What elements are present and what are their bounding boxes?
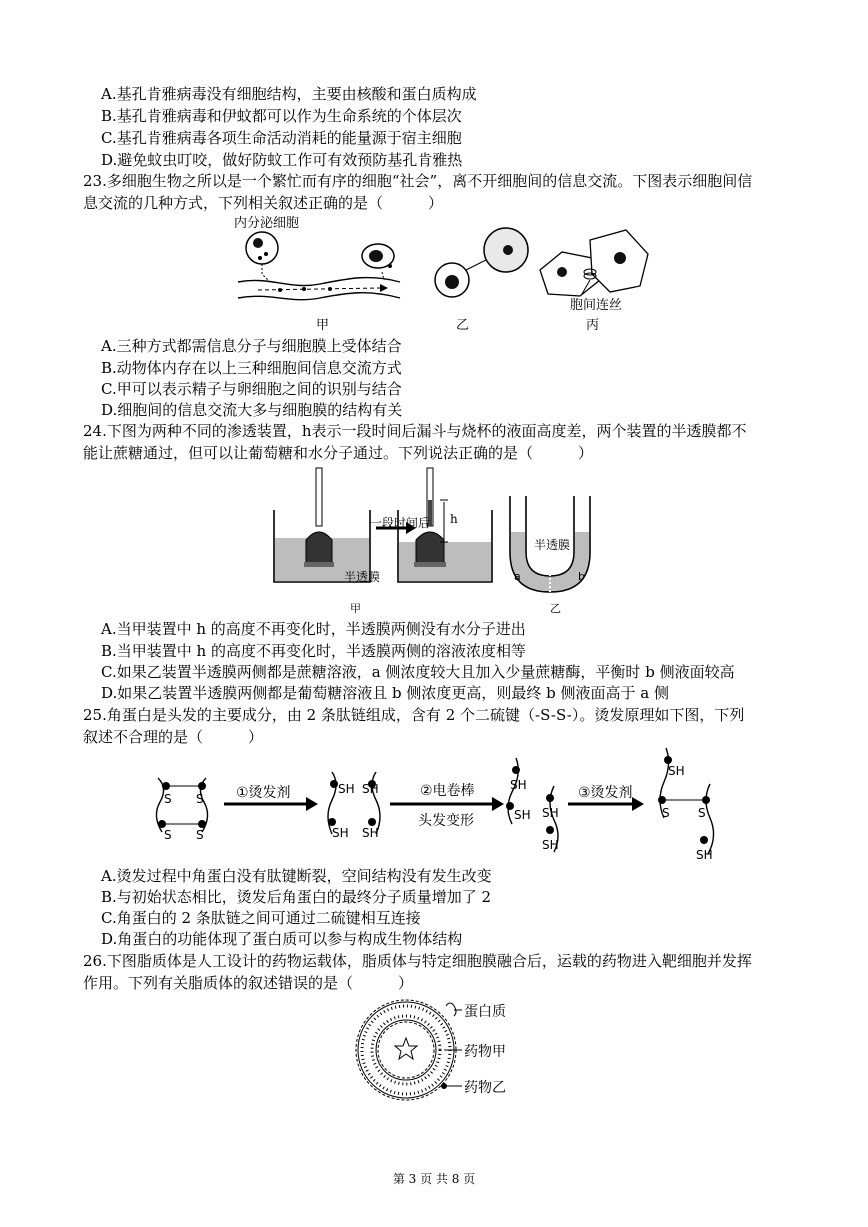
sh-label: SH (362, 782, 379, 796)
label-plasmodesma: 胞间连丝 (570, 298, 623, 313)
step-1-label: ①烫发剂 (236, 785, 291, 801)
sh-label: SH (510, 778, 527, 792)
label-side-b: b (578, 570, 585, 583)
q23-option-d: D.细胞间的信息交流大多与细胞膜的结构有关 (101, 401, 403, 419)
caption-jia: 甲 (316, 318, 330, 333)
step-2-top-label: ②电卷棒 (420, 783, 475, 799)
q25-option-d: D.角蛋白的功能体现了蛋白质可以参与构成生物体结构 (101, 930, 463, 948)
q23-option-a: A.三种方式都需信息分子与细胞膜上受体结合 (101, 337, 402, 355)
label-h: h (450, 512, 458, 526)
q26-stem-line1: 26.下图脂质体是人工设计的药物运载体，脂质体与特定细胞膜融合后，运载的药物进入靶细胞并发挥 (83, 952, 752, 970)
q25-stem-line2: 叙述不合理的是（ ） (83, 728, 264, 746)
label-side-a: a (514, 570, 521, 583)
q26-liposome-figure (346, 996, 566, 1106)
sh-label: SH (696, 848, 713, 862)
s-label: S (662, 806, 670, 820)
s-label: S (698, 806, 706, 820)
liposome-diagram (346, 996, 566, 1106)
q26-stem-line2: 作用。下列有关脂质体的叙述错误的是（ ） (83, 974, 414, 992)
caption-jia: 甲 (350, 602, 361, 615)
sh-label: SH (362, 826, 379, 840)
sh-label: SH (514, 808, 531, 822)
q22-option-d: D.避免蚊虫叮咬，做好防蚊工作可有效预防基孔肯雅热 (101, 151, 463, 169)
label-membrane-jia: 半透膜 (344, 570, 381, 584)
q25-figure (150, 744, 720, 862)
q23-stem-line1: 23.多细胞生物之所以是一个繁忙而有序的细胞“社会”，离不开细胞间的信息交流。下图表示细胞间信 (83, 172, 753, 190)
sh-label: SH (542, 806, 559, 820)
q24-option-a: A.当甲装置中 h 的高度不再变化时，半透膜两侧没有水分子进出 (101, 620, 526, 638)
q24-stem-line2: 能让蔗糖通过，但可以让葡萄糖和水分子通过。下列说法正确的是（ ） (83, 444, 594, 462)
s-label: S (164, 828, 172, 842)
s-label: S (164, 792, 172, 806)
q24-option-c: C.如果乙装置半透膜两侧都是蔗糖溶液，a 侧浓度较大且加入少量蔗糖酶，平衡时 b 侧液面较高 (101, 663, 735, 681)
label-membrane-yi: 半透膜 (534, 538, 571, 552)
step-3-label: ③烫发剂 (578, 785, 633, 801)
s-label: S (196, 828, 204, 842)
sh-label: SH (668, 764, 685, 778)
q24-figure (270, 466, 600, 616)
q25-option-a: A.烫发过程中角蛋白没有肽键断裂，空间结构没有发生改变 (101, 867, 492, 885)
q24-option-b: B.当甲装置中 h 的高度不再变化时，半透膜两侧的溶液浓度相等 (101, 642, 526, 660)
caption-yi: 乙 (456, 318, 470, 333)
label-after-time: 一段时间后 (370, 516, 431, 530)
sh-label: SH (338, 782, 355, 796)
sh-label: SH (332, 826, 349, 840)
s-label: S (196, 792, 204, 806)
label-protein: 蛋白质 (464, 1004, 506, 1020)
q22-option-c: C.基孔肯雅病毒各项生命活动消耗的能量源于宿主细胞 (101, 129, 462, 147)
caption-yi: 乙 (550, 602, 561, 615)
q25-stem-line1: 25.角蛋白是头发的主要成分，由 2 条肽链组成，含有 2 个二硫键（-S-S-）。烫发原理如下图，下列 (83, 706, 745, 724)
q25-option-c: C.角蛋白的 2 条肽链之间可通过二硫键相互连接 (101, 909, 421, 927)
caption-bing: 丙 (586, 318, 600, 333)
q24-stem-line1: 24.下图为两种不同的渗透装置，h表示一段时间后漏斗与烧杯的液面高度差，两个装置的半透膜都不 (83, 422, 747, 440)
q23-figure (230, 210, 650, 336)
page-footer: 第 3 页 共 8 页 (392, 1172, 476, 1186)
step-2-bottom-label: 头发变形 (418, 813, 474, 829)
label-drug-b: 药物乙 (464, 1080, 506, 1096)
label-endocrine-cell: 内分泌细胞 (234, 216, 300, 231)
perm-process-diagram (150, 744, 720, 862)
q24-option-d: D.如果乙装置半透膜两侧都是葡萄糖溶液且 b 侧浓度更高，则最终 b 侧液面高于 a 侧 (101, 684, 670, 702)
q23-option-c: C.甲可以表示精子与卵细胞之间的识别与结合 (101, 380, 402, 398)
q23-option-b: B.动物体内存在以上三种细胞间信息交流方式 (101, 359, 402, 377)
q22-option-a: A.基孔肯雅病毒没有细胞结构，主要由核酸和蛋白质构成 (101, 85, 477, 103)
label-drug-a: 药物甲 (464, 1044, 506, 1060)
sh-label: SH (542, 838, 559, 852)
q22-option-b: B.基孔肯雅病毒和伊蚊都可以作为生命系统的个体层次 (101, 107, 462, 125)
q23-stem-line2: 息交流的几种方式，下列相关叙述正确的是（ ） (83, 194, 444, 212)
q25-option-b: B.与初始状态相比，烫发后角蛋白的最终分子质量增加了 2 (101, 888, 492, 906)
